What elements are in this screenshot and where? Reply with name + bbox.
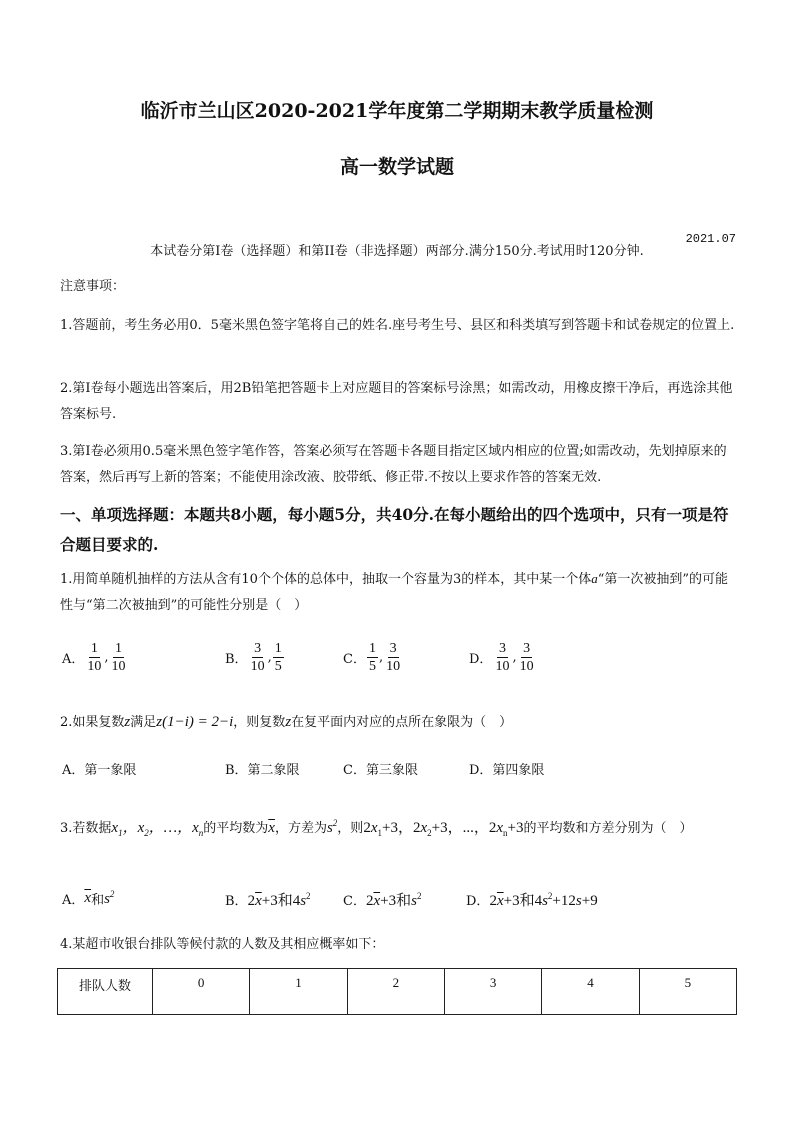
q3-data-list: $x_1$，$x_2$，…，$x_n$ xyxy=(111,820,204,838)
section-heading: 一、单项选择题：本题共8小题，每小题5分，共40分.在每小题给出的四个选项中，只有一项是符合题目要求的. xyxy=(60,505,729,554)
fraction xyxy=(110,640,128,675)
notice-item-1: 1.答题前，考生务必用0．5毫米黑色签字笔将自己的姓名.座号考生号、县区和科类填写到答题卡和试卷规定的位置上. xyxy=(60,318,735,333)
numerator: 1 xyxy=(115,641,123,656)
option-text: 和 xyxy=(91,893,105,908)
q3-transformed-list: $2x_1+3$，$2x_2+3$，...，$2x_n+3$ xyxy=(363,820,524,838)
option-label: C． xyxy=(343,894,366,909)
math-s2: $s^2$ xyxy=(104,889,115,907)
q2-var-z: z xyxy=(285,714,292,730)
numerator: 3 xyxy=(389,641,397,656)
fraction xyxy=(85,640,103,675)
q3-text: ，方差为 xyxy=(274,821,327,836)
q3-text: 3.若数据 xyxy=(60,821,112,836)
table-cell: 3 xyxy=(444,969,541,1015)
q2-option-a[interactable]: A．第一象限 xyxy=(62,763,137,778)
denominator: 10 xyxy=(250,659,265,674)
option-label: B． xyxy=(225,894,248,909)
question-2-stem xyxy=(60,709,736,736)
q3-variance-symbol: $s^2$ xyxy=(326,818,338,836)
math-expr: $2\overline{x}+3$和$s^2$ xyxy=(365,891,422,909)
numerator: 3 xyxy=(498,641,506,656)
math-expr: $2\overline{x}+3$和$4s^2+12s+9$ xyxy=(489,891,598,909)
q1-stem-a: 1.用简单随机抽样的方法从含有10个个体的总体中，抽取一个容量为3的样本，其中某一个体 xyxy=(60,572,592,587)
table-cell: 1 xyxy=(250,969,347,1015)
question-3-stem xyxy=(60,806,736,850)
q3-option-b[interactable] xyxy=(225,889,311,910)
q1-option-d[interactable]: D． $\frac{3}{10}$ , $\frac{3}{10}$ xyxy=(469,641,534,674)
exam-intro: 本试卷分第Ⅰ卷（选择题）和第II卷（非选择题）两部分.满分150分.考试用时120分钟. xyxy=(150,244,644,259)
question-1-stem xyxy=(60,566,736,619)
fraction xyxy=(518,640,536,675)
notice-item-3: 3.第Ⅰ卷必须用0.5毫米黑色签字笔作答，答案必须写在答题卡各题目指定区域内相应的位置;如需改动，先划掉原来的答案，然后再写上新的答案；不能使用涂改液、胶带纸、修正带.不按以上要求作答的答案无效. xyxy=(60,444,727,485)
q3-text: 的平均数和方差分别为（ ） xyxy=(523,821,693,836)
fraction xyxy=(493,640,511,675)
option-label: A． xyxy=(62,893,85,908)
denominator: 10 xyxy=(386,659,401,674)
q1-option-a[interactable]: A． $\frac{1}{10}$ , $\frac{1}{10}$ xyxy=(62,641,126,674)
question-4-stem: 4.某超市收银台排队等候付款的人数及其相应概率如下： xyxy=(60,937,385,952)
denominator: 10 xyxy=(111,659,126,674)
denominator: 10 xyxy=(87,659,102,674)
q2-option-d[interactable]: D．第四象限 xyxy=(469,763,545,778)
table-cell: 2 xyxy=(347,969,444,1015)
exam-subtitle: 高一数学试题 xyxy=(339,156,454,178)
math-expr: $2\overline{x}+3$和$4s^2$ xyxy=(247,891,311,909)
table-header-cell: 排队人数 xyxy=(58,969,153,1015)
q2-var-z: z xyxy=(124,714,131,730)
q2-option-b[interactable]: B．第二象限 xyxy=(225,763,300,778)
fraction xyxy=(249,640,267,675)
option-label: B． xyxy=(225,652,248,667)
fraction xyxy=(367,640,378,675)
table-cell: 5 xyxy=(639,969,736,1015)
q2-text: ，则复数 xyxy=(233,715,286,730)
option-label: D． xyxy=(466,894,490,909)
exam-title: 临沂市兰山区2020-2021学年度第二学期期末教学质量检测 xyxy=(140,100,654,122)
table-cell: 0 xyxy=(153,969,250,1015)
denominator: 5 xyxy=(368,659,376,674)
q1-alpha: a xyxy=(591,571,598,586)
denominator: 5 xyxy=(274,659,282,674)
option-label: D． xyxy=(469,652,493,667)
denominator: 10 xyxy=(519,659,534,674)
numerator: 3 xyxy=(254,641,262,656)
q2-equation xyxy=(156,714,233,730)
table-row xyxy=(58,969,737,1015)
q2-text: 2.如果复数 xyxy=(60,715,125,730)
numerator: 3 xyxy=(523,641,531,656)
math-x-bar: $\overline{x}$ xyxy=(84,890,92,906)
denominator: 10 xyxy=(495,659,510,674)
q3-option-d[interactable] xyxy=(466,889,598,910)
q3-option-a[interactable] xyxy=(62,889,114,908)
option-label: A． xyxy=(62,652,85,667)
q1-stem-b: “第一次被抽到”的可能性与“第二次被抽到”的可能性分别是（ ） xyxy=(60,572,729,613)
q2-text: 在复平面内对应的点所在象限为（ ） xyxy=(291,715,513,730)
table-cell: 4 xyxy=(542,969,639,1015)
q3-text: 的平均数为 xyxy=(203,821,269,836)
q1-option-b[interactable]: B． $\frac{3}{10}$ , $\frac{1}{5}$ xyxy=(225,641,282,674)
notice-item-2: 2.第Ⅰ卷每小题选出答案后，用2B铅笔把答题卡上对应题目的答案标号涂黑；如需改动，用橡皮擦干净后，再选涂其他答案标号. xyxy=(60,381,733,422)
q2-equation-text: z(1−i) = 2−i xyxy=(156,714,234,730)
q3-option-c[interactable] xyxy=(343,889,421,910)
q2-option-c[interactable]: C．第三象限 xyxy=(343,763,418,778)
q4-table xyxy=(57,968,737,1015)
q1-option-c[interactable]: C． $\frac{1}{5}$ , $\frac{3}{10}$ xyxy=(343,641,401,674)
q2-text: 满足 xyxy=(130,715,157,730)
numerator: 1 xyxy=(90,641,98,656)
fraction xyxy=(273,640,284,675)
numerator: 1 xyxy=(274,641,282,656)
q3-mean-symbol: $\overline{x}$ xyxy=(268,820,275,836)
notice-heading: 注意事项： xyxy=(60,279,126,294)
q3-text: ，则 xyxy=(337,821,364,836)
option-label: C． xyxy=(343,652,366,667)
fraction xyxy=(384,640,402,675)
exam-date: 2021.07 xyxy=(685,232,736,246)
numerator: 1 xyxy=(368,641,376,656)
